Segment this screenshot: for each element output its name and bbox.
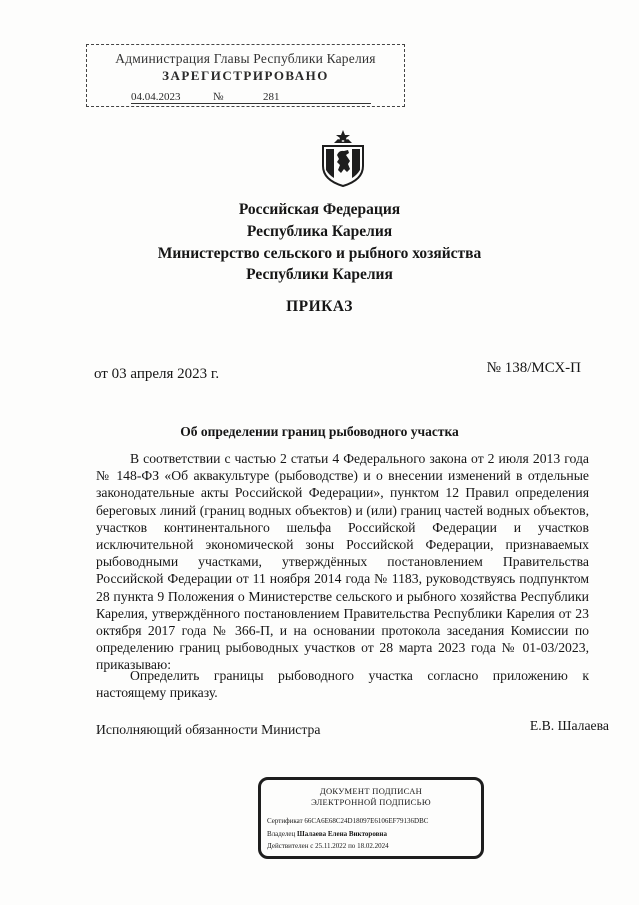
registration-number-label: №	[213, 91, 224, 103]
header-republic: Республика Карелия	[246, 223, 393, 240]
order-number: № 138/МСХ-П	[486, 360, 581, 376]
body-paragraph-1: В соответствии с частью 2 статьи 4 Федерального закона от 2 июля 2013 года № 148-ФЗ «Об аквакультуре (рыбоводстве) и о внесении изменений в отдельные законодательные акты Российской Федерации», пунктом 12 Правил определения береговых линий (границ водных объектов) и (или) границ частей водных объектов, участков континентального шельфа Российской Федерации и участков исключительной экономической зоны Российской Федерации, признаваемых рыбоводными участками, утверждённых постановлением Правительства Российской Федерации от 11 ноября 2014 года № 1183, руководствуясь подпунктом 28 пункта 9 Положения о Министерстве сельского и рыбного хозяйства Республики Карелия, утверждённого постановлением Правительства Республики Карелия от 23 октября 2017 года № 366-П, и на основании протокола заседания Комиссии по определению границ рыбоводных участков от 28 марта 2023 года № 01-03/2023, приказываю:	[96, 451, 589, 673]
esign-owner-row	[267, 830, 387, 838]
esign-validity-row	[267, 842, 389, 850]
esign-validity-label: Действителен с	[267, 842, 314, 850]
header-ministry: Министерство сельского и рыбного хозяйства	[157, 245, 482, 262]
order-subject: Об определении границ рыбоводного участка	[180, 424, 459, 439]
registration-details	[131, 91, 371, 104]
registration-stamp	[86, 44, 405, 107]
signatory-name: Е.В. Шалаева	[529, 718, 609, 733]
esign-valid-to: 18.02.2024	[357, 842, 389, 850]
registration-number: 281	[263, 91, 280, 103]
registration-status: ЗАРЕГИСТРИРОВАНО	[162, 68, 329, 83]
registration-date: 04.04.2023	[131, 91, 181, 103]
esign-certificate-value: 66CA6E68C24D18097E6106EF79136DBC	[304, 817, 429, 825]
karelia-coat-of-arms-icon	[320, 128, 366, 188]
document-type: ПРИКАЗ	[286, 298, 353, 315]
esign-title-line-2: ЭЛЕКТРОННОЙ ПОДПИСЬЮ	[311, 797, 431, 807]
signatory-role: Исполняющий обязанности Министра	[96, 722, 321, 737]
electronic-signature-stamp	[258, 777, 484, 859]
header-ministry-region: Республики Карелия	[246, 266, 393, 283]
body-paragraph-2: Определить границы рыбоводного участка согласно приложению к настоящему приказу.	[96, 668, 589, 701]
registration-authority: Администрация Главы Республики Карелия	[115, 51, 376, 66]
esign-certificate-row	[267, 817, 428, 825]
esign-certificate-label: Сертификат	[267, 817, 303, 825]
esign-owner-value: Шалаева Елена Викторовна	[297, 830, 387, 838]
esign-owner-label: Владелец	[267, 830, 296, 838]
esign-title-line-1: ДОКУМЕНТ ПОДПИСАН	[319, 786, 423, 796]
esign-validity-to-label: по	[348, 842, 356, 850]
esign-valid-from: 25.11.2022	[315, 842, 347, 850]
header-country: Российская Федерация	[238, 201, 401, 218]
order-date: от 03 апреля 2023 г.	[94, 366, 220, 382]
